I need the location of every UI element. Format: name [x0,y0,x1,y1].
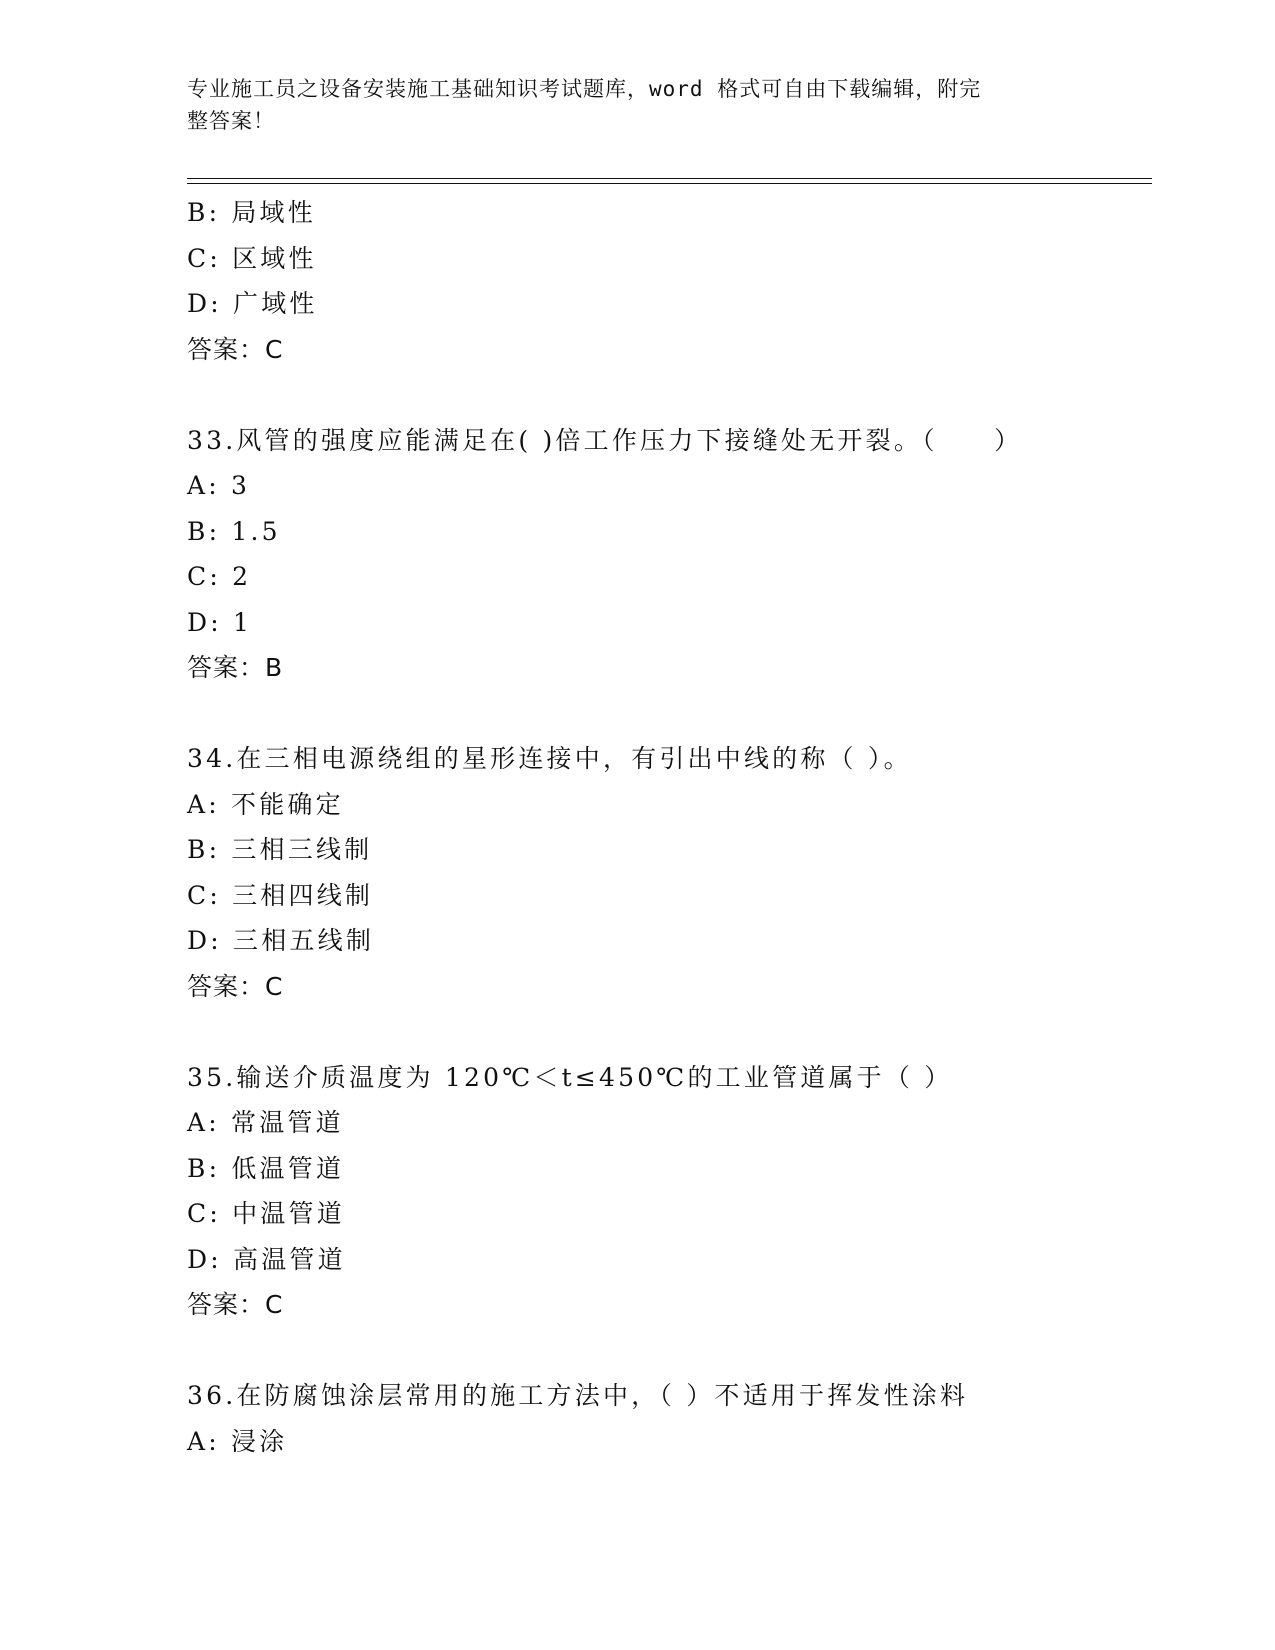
option-b: B: 三相三线制 [187,835,373,864]
option-d: D: 1 [187,607,253,637]
question-stem: 35.输送介质温度为 120℃＜t≤450℃的工业管道属于（ ） [187,1062,953,1092]
option-b: B: 低温管道 [187,1153,345,1183]
question-32-continued [187,190,1147,372]
option-c: C: 三相四线制 [187,880,374,910]
document-header [187,73,1067,137]
header-rule-top [187,178,1152,179]
question-33 [187,418,1147,691]
option-c: C: 中温管道 [187,1199,345,1228]
option-b: B: 1.5 [187,516,281,546]
header-rule-bottom [187,183,1152,184]
option-d: D: 广域性 [187,289,318,318]
question-35 [187,1055,1147,1328]
question-list [187,190,1147,1464]
option-c: C: 2 [187,562,252,591]
option-a: A: 3 [187,471,251,500]
question-stem: 34.在三相电源绕组的星形连接中，有引出中线的称（ ）。 [187,744,912,773]
answer-label: 答案：C [187,334,284,364]
header-line-1: 专业施工员之设备安装施工基础知识考试题库，word 格式可自由下载编辑，附完 [187,77,982,101]
option-b: B: 局域性 [187,198,316,227]
question-34 [187,736,1147,1009]
question-stem: 36.在防腐蚀涂层常用的施工方法中，（ ）不适用于挥发性涂料 [187,1381,969,1410]
answer-label: 答案：B [187,653,284,682]
option-a: A: 常温管道 [187,1108,344,1137]
option-a: A: 不能确定 [187,789,344,819]
answer-label: 答案：C [187,1290,284,1319]
option-c: C: 区域性 [187,243,317,273]
header-line-2: 整答案！ [187,109,275,133]
option-d: D: 三相五线制 [187,926,375,955]
question-stem: 33.风管的强度应能满足在( )倍工作压力下接缝处无开裂。（ ） [187,425,1023,455]
question-36 [187,1373,1147,1464]
option-a: A: 浸涂 [187,1426,288,1456]
option-d: D: 高温管道 [187,1244,346,1274]
answer-label: 答案：C [187,971,284,1001]
